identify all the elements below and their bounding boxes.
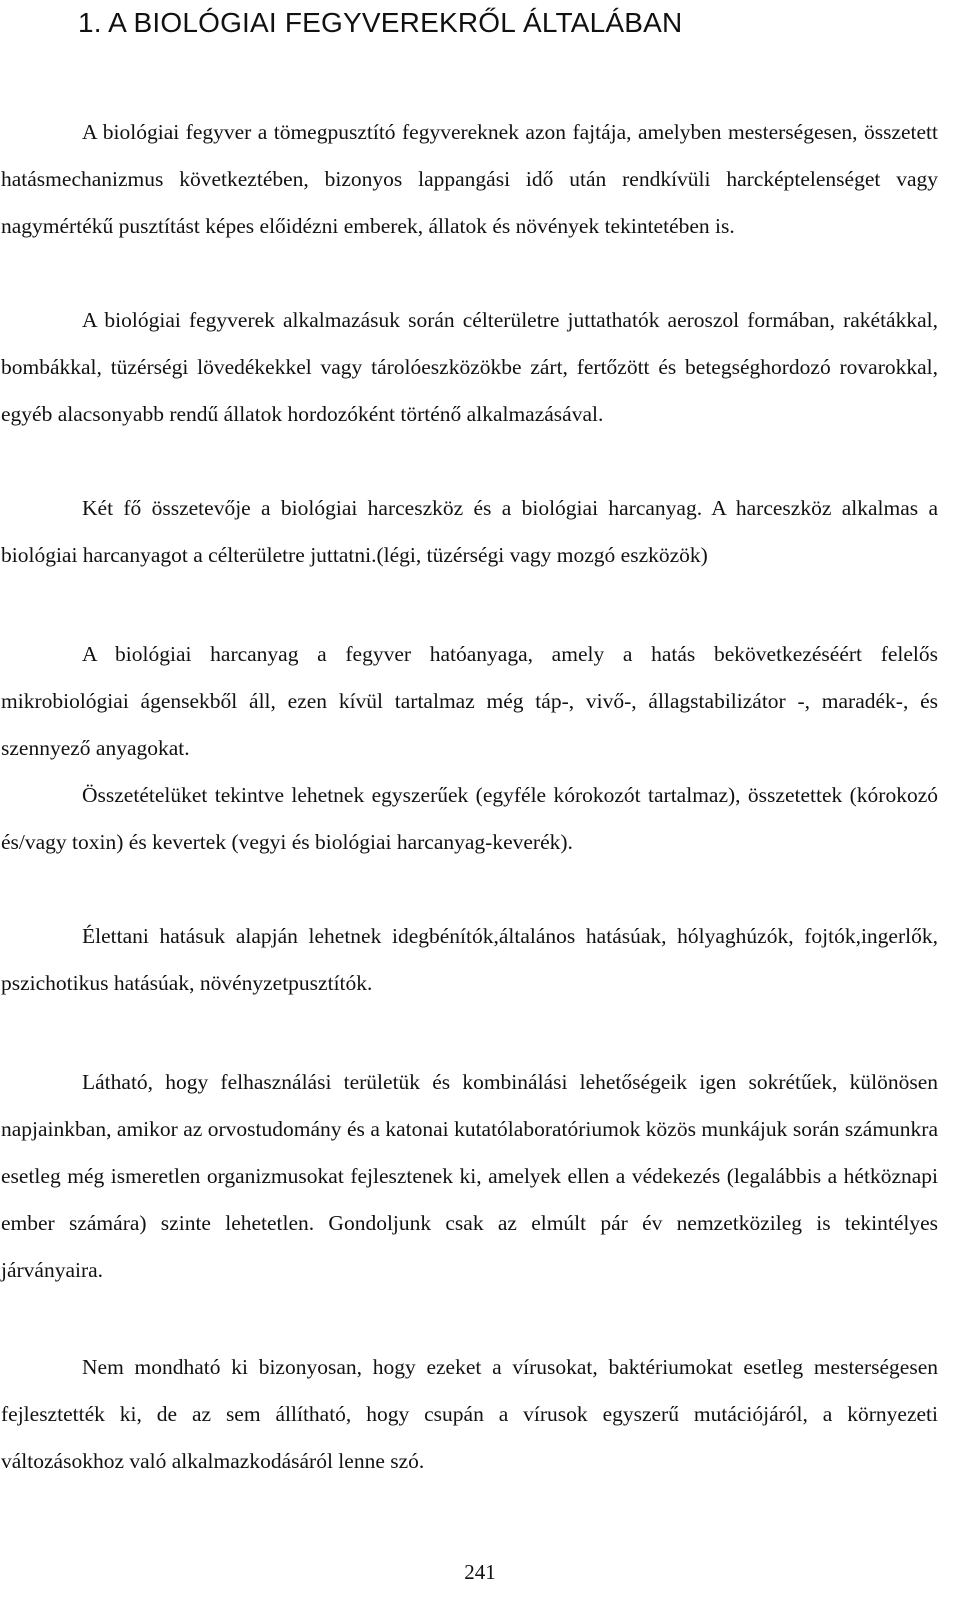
paragraph-origin: Nem mondható ki bizonyosan, hogy ezeket a vírusokat, baktériumokat esetleg mesterségesen fejlesztették ki, de az sem állítható, hogy csupán a vírusok egyszerű mutációjáról, a környezeti változásokhoz való alkalmazkodásáról lenne szó. — [1, 1355, 938, 1473]
chapter-title: 1. A BIOLÓGIAI FEGYVEREKRŐL ÁLTALÁBAN — [78, 7, 683, 38]
paragraph-definition: A biológiai fegyver a tömegpusztító fegyvereknek azon fajtája, amelyben mesterségesen, összetett hatásmechanizmus következtében, bizonyos lappangási idő után rendkívüli harcképtelenséget vagy nagymértékű pusztítást képes előidézni emberek, állatok és növények tekintetében is. — [1, 120, 938, 238]
paragraph-applications: Látható, hogy felhasználási területük és kombinálási lehetőségeik igen sokrétűek, különösen napjainkban, amikor az orvostudomány és a katonai kutatólaboratóriumok közös munkájuk során számunkra esetleg még ismeretlen organizmusokat fejlesztenek ki, amelyek ellen a védekezés (legalábbis a hétköznapi ember számára) szinte lehetetlen. Gondoljunk csak az elmúlt pár év nemzetközileg is tekintélyes járványaira. — [1, 1070, 938, 1282]
paragraph-delivery: A biológiai fegyverek alkalmazásuk során célterületre juttathatók aeroszol formában, rakétákkal, bombákkal, tüzérségi lövedékekkel vagy tárolóeszközökbe zárt, fertőzött és betegséghordozó rovarokkal, egyéb alacsonyabb rendű állatok hordozóként történő alkalmazásával. — [1, 308, 938, 426]
paragraph-agent: A biológiai harcanyag a fegyver hatóanyaga, amely a hatás bekövetkezéséért felelős mikrobiológiai ágensekből áll, ezen kívül tartalmaz még táp-, vivő-, állagstabilizátor -, maradék-, és szennyező anyagokat. — [1, 642, 938, 760]
paragraph-effects: Élettani hatásuk alapján lehetnek idegbénítók,általános hatásúak, hólyaghúzók, fojtók,ingerlők, pszichotikus hatásúak, növényzetpusztítók. — [1, 924, 938, 995]
paragraph-composition: Összetételüket tekintve lehetnek egyszerűek (egyféle kórokozót tartalmaz), összetettek (kórokozó és/vagy toxin) és kevertek (vegyi és biológiai harcanyag-keverék). — [1, 783, 938, 854]
page-number: 241 — [464, 1560, 496, 1584]
paragraph-components: Két fő összetevője a biológiai harceszköz és a biológiai harcanyag. A harceszköz alkalmas a biológiai harcanyagot a célterületre juttatni.(légi, tüzérségi vagy mozgó eszközök) — [1, 496, 938, 567]
